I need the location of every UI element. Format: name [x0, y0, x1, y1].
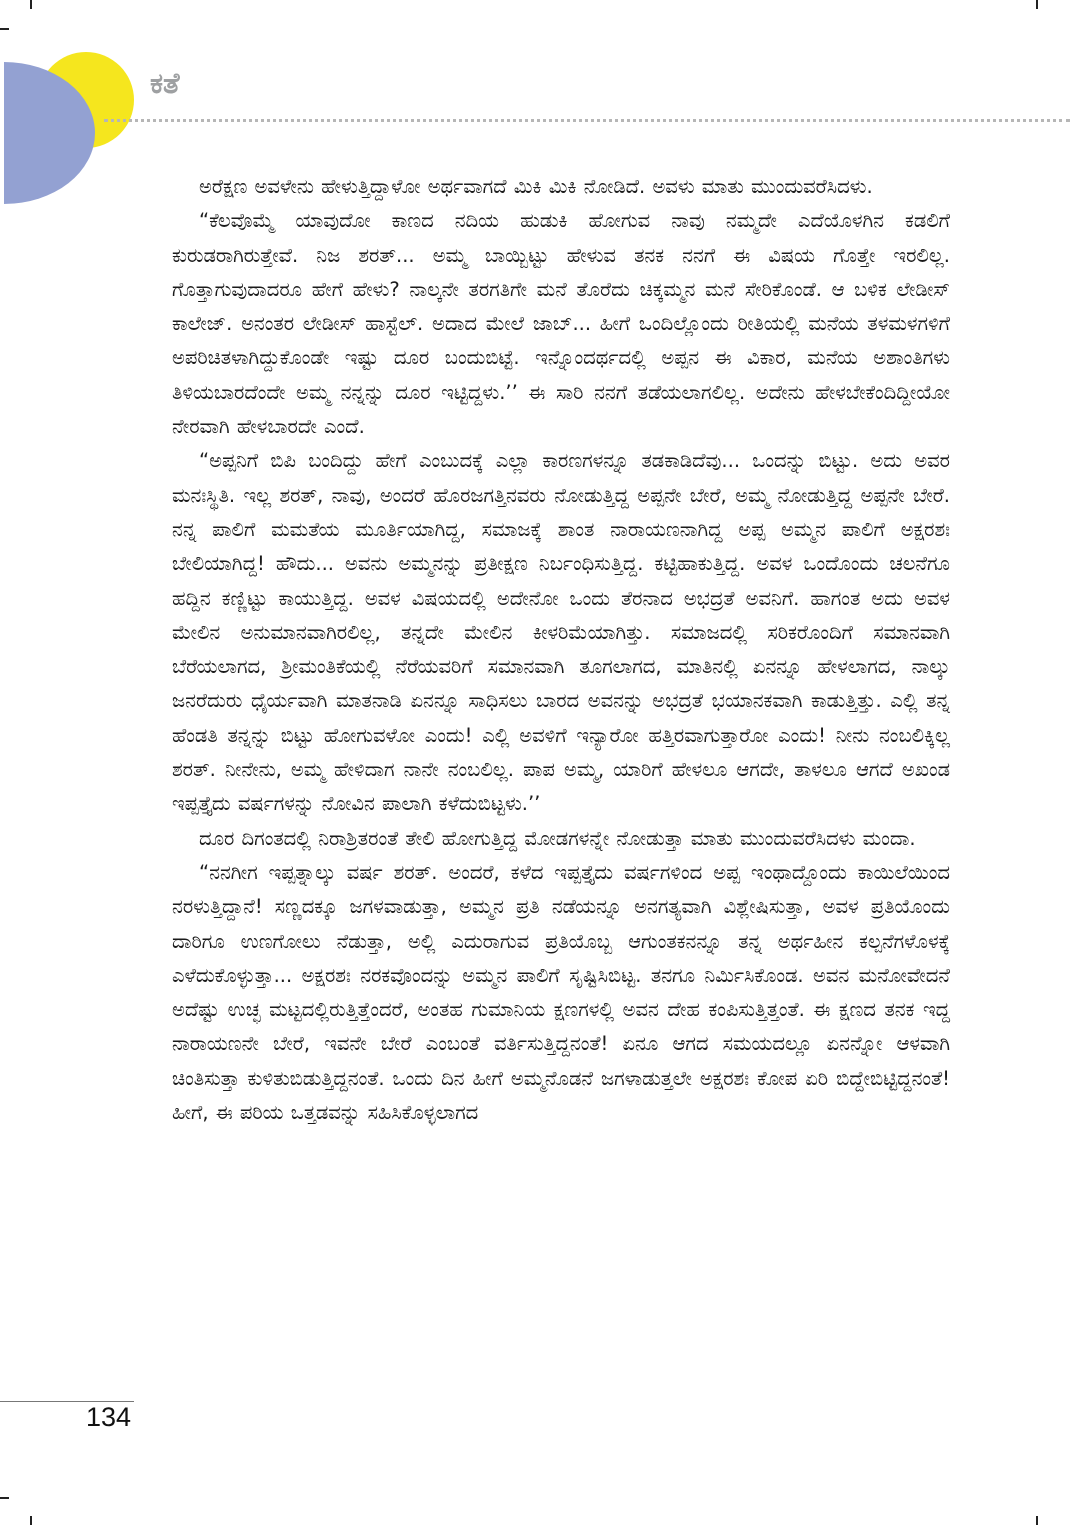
dotted-header-rule	[104, 119, 1070, 122]
story-text	[172, 170, 950, 1130]
paragraph: “ಅಪ್ಪನಿಗೆ ಬಿಪಿ ಬಂದಿದ್ದು ಹೇಗೆ ಎಂಬುದಕ್ಕೆ ಎಲ್ಲಾ ಕಾರಣಗಳನ್ನೂ ತಡಕಾಡಿದೆವು... ಒಂದನ್ನು ಬಿಟ್ಟು. ಅದು ಅವರ ಮನಃಸ್ಥಿತಿ. ಇಲ್ಲ ಶರತ್, ನಾವು, ಅಂದರೆ ಹೊರಜಗತ್ತಿನವರು ನೋಡುತ್ತಿದ್ದ ಅಪ್ಪನೇ ಬೇರೆ, ಅಮ್ಮ ನೋಡುತ್ತಿದ್ದ ಅಪ್ಪನೇ ಬೇರೆ. ನನ್ನ ಪಾಲಿಗೆ ಮಮತೆಯ ಮೂರ್ತಿಯಾಗಿದ್ದ, ಸಮಾಜಕ್ಕೆ ಶಾಂತ ನಾರಾಯಣನಾಗಿದ್ದ ಅಪ್ಪ ಅಮ್ಮನ ಪಾಲಿಗೆ ಅಕ್ಷರಶಃ ಬೇಲಿಯಾಗಿದ್ದ! ಹೌದು... ಅವನು ಅಮ್ಮನನ್ನು ಪ್ರತೀಕ್ಷಣ ನಿರ್ಬಂಧಿಸುತ್ತಿದ್ದ. ಕಟ್ಟಿಹಾಕುತ್ತಿದ್ದ. ಅವಳ ಒಂದೊಂದು ಚಲನೆಗೂ ಹದ್ದಿನ ಕಣ್ಣಿಟ್ಟು ಕಾಯುತ್ತಿದ್ದ. ಅವಳ ವಿಷಯದಲ್ಲಿ ಅದೇನೋ ಒಂದು ತೆರನಾದ ಅಭದ್ರತೆ ಅವನಿಗೆ. ಹಾಗಂತ ಅದು ಅವಳ ಮೇಲಿನ ಅನುಮಾನವಾಗಿರಲಿಲ್ಲ, ತನ್ನದೇ ಮೇಲಿನ ಕೀಳರಿಮೆಯಾಗಿತ್ತು. ಸಮಾಜದಲ್ಲಿ ಸರಿಕರೊಂದಿಗೆ ಸಮಾನವಾಗಿ ಬೆರೆಯಲಾಗದ, ಶ್ರೀಮಂತಿಕೆಯಲ್ಲಿ ನೆರೆಯವರಿಗೆ ಸಮಾನವಾಗಿ ತೂಗಲಾಗದ, ಮಾತಿನಲ್ಲಿ ಏನನ್ನೂ ಹೇಳಲಾಗದ, ನಾಲ್ಕು ಜನರೆದುರು ಧೈರ್ಯವಾಗಿ ಮಾತನಾಡಿ ಏನನ್ನೂ ಸಾಧಿಸಲು ಬಾರದ ಅವನನ್ನು ಅಭದ್ರತೆ ಭಯಾನಕವಾಗಿ ಕಾಡುತ್ತಿತ್ತು. ಎಲ್ಲಿ ತನ್ನ ಹೆಂಡತಿ ತನ್ನನ್ನು ಬಿಟ್ಟು ಹೋಗುವಳೋ ಎಂದು! ಎಲ್ಲಿ ಅವಳಿಗೆ ಇನ್ಯಾರೋ ಹತ್ತಿರವಾಗುತ್ತಾರೋ ಎಂದು! ನೀನು ನಂಬಲಿಕ್ಕಿಲ್ಲ ಶರತ್. ನೀನೇನು, ಅಮ್ಮ ಹೇಳಿದಾಗ ನಾನೇ ನಂಬಲಿಲ್ಲ. ಪಾಪ ಅಮ್ಮ, ಯಾರಿಗೆ ಹೇಳಲೂ ಆಗದೇ, ತಾಳಲೂ ಆಗದೆ ಅಖಂಡ ಇಪ್ಪತ್ತೈದು ವರ್ಷಗಳನ್ನು ನೋವಿನ ಪಾಲಾಗಿ ಕಳೆದುಬಿಟ್ಟಳು.’’	[172, 449, 950, 816]
crop-mark-left-top	[0, 28, 9, 30]
page-number: 134	[86, 1402, 132, 1432]
crop-mark-top-right	[1036, 0, 1038, 9]
crop-mark-left-bottom	[0, 1497, 9, 1499]
section-label: ಕತೆ	[150, 66, 180, 100]
crop-mark-bottom-left	[30, 1516, 32, 1525]
paragraph: “ಕೆಲವೊಮ್ಮೆ ಯಾವುದೋ ಕಾಣದ ನದಿಯ ಹುಡುಕಿ ಹೋಗುವ ನಾವು ನಮ್ಮದೇ ಎದೆಯೊಳಗಿನ ಕಡಲಿಗೆ ಕುರುಡರಾಗಿರುತ್ತೇವೆ. ನಿಜ ಶರತ್... ಅಮ್ಮ ಬಾಯ್ಬಿಟ್ಟು ಹೇಳುವ ತನಕ ನನಗೆ ಈ ವಿಷಯ ಗೊತ್ತೇ ಇರಲಿಲ್ಲ. ಗೊತ್ತಾಗುವುದಾದರೂ ಹೇಗೆ ಹೇಳು? ನಾಲ್ಕನೇ ತರಗತಿಗೇ ಮನೆ ತೊರೆದು ಚಿಕ್ಕಮ್ಮನ ಮನೆ ಸೇರಿಕೊಂಡೆ. ಆ ಬಳಿಕ ಲೇಡೀಸ್ ಕಾಲೇಜ್. ಅನಂತರ ಲೇಡೀಸ್ ಹಾಸ್ಟೆಲ್. ಅದಾದ ಮೇಲೆ ಜಾಬ್... ಹೀಗೆ ಒಂದಿಲ್ಲೊಂದು ರೀತಿಯಲ್ಲಿ ಮನೆಯ ತಳಮಳಗಳಿಗೆ ಅಪರಿಚಿತಳಾಗಿದ್ದುಕೊಂಡೇ ಇಷ್ಟು ದೂರ ಬಂದುಬಿಟ್ಟೆ. ಇನ್ನೊಂದರ್ಥದಲ್ಲಿ ಅಪ್ಪನ ಈ ವಿಕಾರ, ಮನೆಯ ಅಶಾಂತಿಗಳು ತಿಳಿಯಬಾರದೆಂದೇ ಅಮ್ಮ ನನ್ನನ್ನು ದೂರ ಇಟ್ಟಿದ್ದಳು.’’ ಈ ಸಾರಿ ನನಗೆ ತಡೆಯಲಾಗಲಿಲ್ಲ. ಅದೇನು ಹೇಳಬೇಕೆಂದಿದ್ದೀಯೋ ನೇರವಾಗಿ ಹೇಳಬಾರದೇ ಎಂದೆ.	[172, 209, 950, 439]
paragraph: ದೂರ ದಿಗಂತದಲ್ಲಿ ನಿರಾಶ್ರಿತರಂತೆ ತೇಲಿ ಹೋಗುತ್ತಿದ್ದ ಮೋಡಗಳನ್ನೇ ನೋಡುತ್ತಾ ಮಾತು ಮುಂದುವರೆಸಿದಳು ಮಂದಾ.	[199, 826, 916, 850]
crop-mark-bottom-right	[1036, 1516, 1038, 1525]
paragraph: “ನನಗೀಗ ಇಪ್ಪತ್ನಾಲ್ಕು ವರ್ಷ ಶರತ್. ಅಂದರೆ, ಕಳೆದ ಇಪ್ಪತ್ತೈದು ವರ್ಷಗಳಿಂದ ಅಪ್ಪ ಇಂಥಾದ್ದೊಂದು ಕಾಯಿಲೆಯಿಂದ ನರಳುತ್ತಿದ್ದಾನೆ! ಸಣ್ಣದಕ್ಕೂ ಜಗಳವಾಡುತ್ತಾ, ಅಮ್ಮನ ಪ್ರತಿ ನಡೆಯನ್ನೂ ಅನಗತ್ಯವಾಗಿ ವಿಶ್ಲೇಷಿಸುತ್ತಾ, ಅವಳ ಪ್ರತಿಯೊಂದು ದಾರಿಗೂ ಉಣಗೋಲು ನೆಡುತ್ತಾ, ಅಲ್ಲಿ ಎದುರಾಗುವ ಪ್ರತಿಯೊಬ್ಬ ಆಗುಂತಕನನ್ನೂ ತನ್ನ ಅರ್ಥಹೀನ ಕಲ್ಪನೆಗಳೊಳಕ್ಕೆ ಎಳೆದುಕೊಳ್ಳುತ್ತಾ... ಅಕ್ಷರಶಃ ನರಕವೊಂದನ್ನು ಅಮ್ಮನ ಪಾಲಿಗೆ ಸೃಷ್ಟಿಸಿಬಿಟ್ಟ. ತನಗೂ ನಿರ್ಮಿಸಿಕೊಂಡ. ಅವನ ಮನೋವೇದನೆ ಅದೆಷ್ಟು ಉಚ್ಛ ಮಟ್ಟದಲ್ಲಿರುತ್ತಿತ್ತೆಂದರೆ, ಅಂತಹ ಗುಮಾನಿಯ ಕ್ಷಣಗಳಲ್ಲಿ ಅವನ ದೇಹ ಕಂಪಿಸುತ್ತಿತ್ತಂತೆ. ಈ ಕ್ಷಣದ ತನಕ ಇದ್ದ ನಾರಾಯಣನೇ ಬೇರೆ, ಇವನೇ ಬೇರೆ ಎಂಬಂತೆ ವರ್ತಿಸುತ್ತಿದ್ದನಂತೆ! ಏನೂ ಆಗದ ಸಮಯದಲ್ಲೂ ಏನನ್ನೋ ಆಳವಾಗಿ ಚಿಂತಿಸುತ್ತಾ ಕುಳಿತುಬಿಡುತ್ತಿದ್ದನಂತೆ. ಒಂದು ದಿನ ಹೀಗೆ ಅಮ್ಮನೊಡನೆ ಜಗಳಾಡುತ್ತಲೇ ಅಕ್ಷರಶಃ ಕೋಪ ಏರಿ ಬಿದ್ದೇಬಿಟ್ಟಿದ್ದನಂತೆ! ಹೀಗೆ, ಈ ಪರಿಯ ಒತ್ತಡವನ್ನು ಸಹಿಸಿಕೊಳ್ಳಲಾಗದ	[172, 860, 950, 1125]
crop-mark-top-left	[30, 0, 32, 9]
paragraph: ಅರೆಕ್ಷಣ ಅವಳೇನು ಹೇಳುತ್ತಿದ್ದಾಳೋ ಅರ್ಥವಾಗದೆ ಮಿಕಿ ಮಿಕಿ ನೋಡಿದೆ. ಅವಳು ಮಾತು ಮುಂದುವರೆಸಿದಳು.	[199, 175, 873, 198]
